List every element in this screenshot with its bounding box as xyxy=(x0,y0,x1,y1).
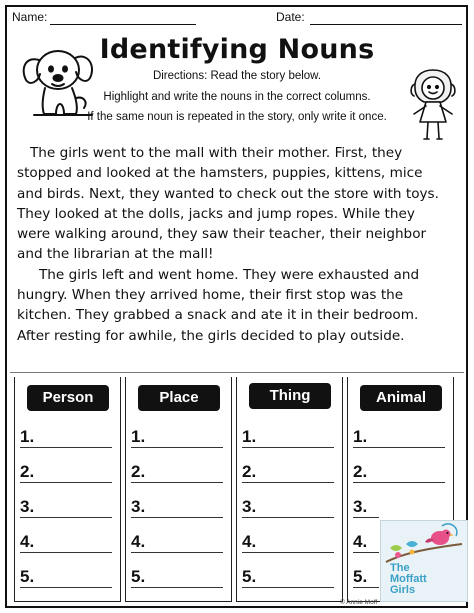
answer-line xyxy=(131,482,223,483)
row-number: 4. xyxy=(353,532,368,551)
row-number: 4. xyxy=(20,532,35,551)
date-line xyxy=(310,24,462,25)
row-number: 1. xyxy=(131,427,146,446)
answer-line xyxy=(353,587,379,588)
story-text xyxy=(17,143,457,346)
answer-line xyxy=(131,447,223,448)
answer-line xyxy=(353,517,379,518)
answer-line xyxy=(20,482,112,483)
directions-line-3: If the same noun is repeated in the story, only write it once. xyxy=(87,111,387,123)
row-number: 3. xyxy=(131,497,146,516)
story-line: They looked at the dolls, jacks and jump ropes. While they xyxy=(17,205,415,222)
row-number: 2. xyxy=(20,462,35,481)
row-number: 1. xyxy=(20,427,35,446)
story-line: hungry. When they arrived home, their first stop was the xyxy=(17,287,404,304)
section-divider xyxy=(10,372,464,373)
publisher-logo-text xyxy=(390,563,427,596)
row-number: 3. xyxy=(353,497,368,516)
name-line xyxy=(50,24,196,25)
column-header-person: Person xyxy=(27,385,109,411)
column-header-thing: Thing xyxy=(249,383,331,409)
story-paragraph-1 xyxy=(17,143,457,265)
copyright-text: © Annie Moff xyxy=(340,599,378,606)
row-number: 5. xyxy=(20,567,35,586)
directions-line-1: Directions: Read the story below. xyxy=(152,70,322,82)
row-number: 3. xyxy=(20,497,35,516)
name-label: Name: xyxy=(12,10,48,24)
answer-line xyxy=(20,552,112,553)
row-number: 2. xyxy=(353,462,368,481)
answer-line xyxy=(242,517,334,518)
date-label: Date: xyxy=(276,10,305,24)
story-line: The girls left and went home. They were exhausted and xyxy=(39,266,420,283)
directions-line-2: Highlight and write the nouns in the correct columns. xyxy=(103,91,371,103)
row-number: 3. xyxy=(242,497,257,516)
row-number: 5. xyxy=(242,567,257,586)
row-number: 2. xyxy=(242,462,257,481)
answer-line xyxy=(20,517,112,518)
story-line: and the librarian at the mall! xyxy=(17,246,214,263)
row-number: 5. xyxy=(131,567,146,586)
story-line: The girls went to the mall with their mother. First, they xyxy=(30,145,403,161)
answer-line xyxy=(242,587,334,588)
answer-line xyxy=(242,552,334,553)
answer-line xyxy=(20,447,112,448)
answer-line xyxy=(353,552,379,553)
story-line: stopped and looked at the hamsters, puppies, kittens, mice xyxy=(17,165,423,182)
answer-line xyxy=(20,587,112,588)
logo-line: The xyxy=(390,562,410,574)
row-number: 5. xyxy=(353,567,368,586)
logo-line: Girls xyxy=(390,584,416,596)
row-number: 1. xyxy=(242,427,257,446)
row-number: 4. xyxy=(131,532,146,551)
row-number: 1. xyxy=(353,427,368,446)
row-number: 2. xyxy=(131,462,146,481)
row-number: 4. xyxy=(242,532,257,551)
logo-line: Moffatt xyxy=(390,573,427,585)
story-paragraph-2 xyxy=(17,265,457,346)
story-line: kitchen. They grabbed a snack and ate it in their bedroom. xyxy=(17,307,419,324)
answer-line xyxy=(353,482,445,483)
answer-line xyxy=(131,517,223,518)
answer-line xyxy=(353,447,445,448)
answer-line xyxy=(242,447,334,448)
answer-line xyxy=(131,587,223,588)
story-line: and birds. Next, they wanted to check out the store with toys. xyxy=(17,185,439,202)
story-line: After resting for awhile, the girls decided to play outside. xyxy=(17,327,405,344)
worksheet-title: Identifying Nouns xyxy=(99,34,375,65)
answer-line xyxy=(242,482,334,483)
column-header-place: Place xyxy=(138,385,220,411)
answer-line xyxy=(131,552,223,553)
story-line: were walking around, they saw their teacher, their neighbor xyxy=(17,226,427,243)
column-header-animal: Animal xyxy=(360,385,442,411)
